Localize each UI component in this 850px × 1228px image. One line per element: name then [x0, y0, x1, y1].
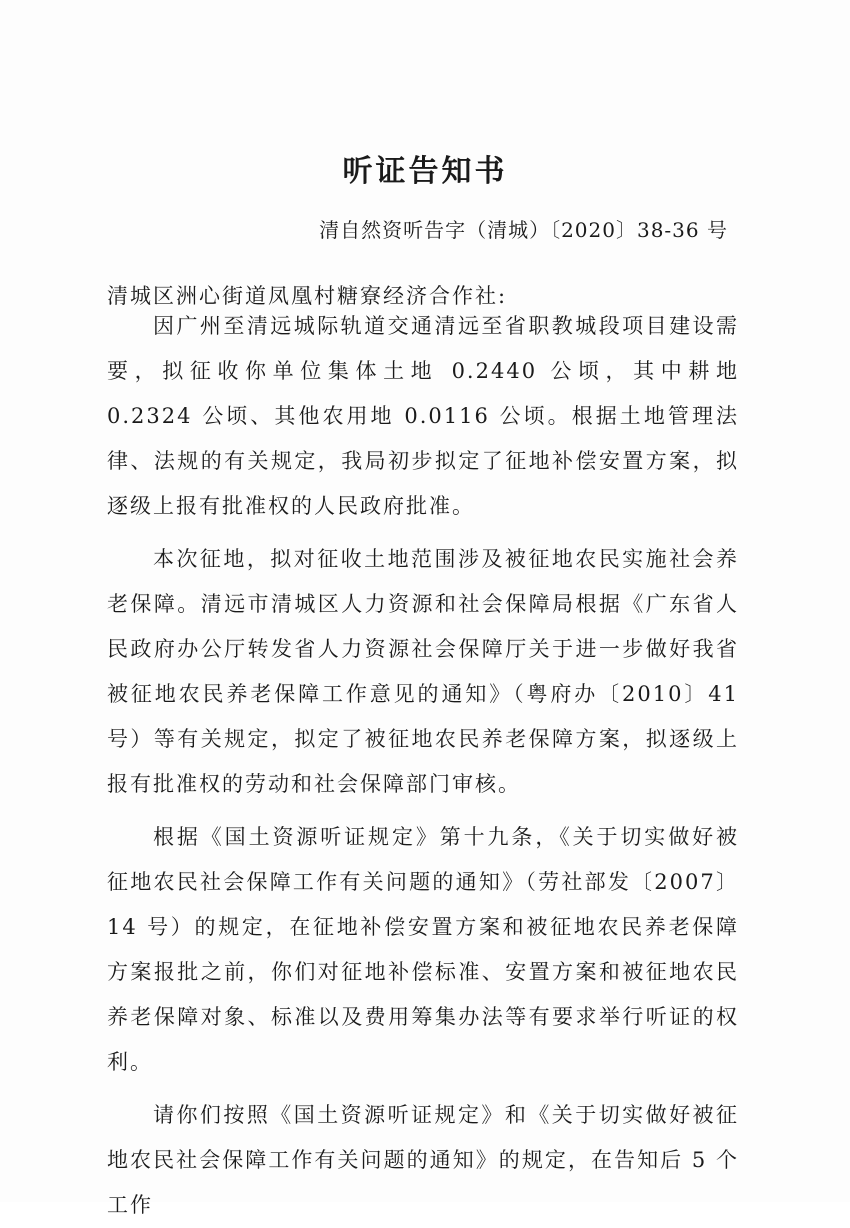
- addressee: 清城区洲心街道凤凰村糖寮经济合作社:: [107, 284, 508, 308]
- document-title: 听证告知书: [342, 154, 508, 189]
- paragraph-hearing-rights: 根据《国土资源听证规定》第十九条，《关于切实做好被征地农民社会保障工作有关问题的通知》（劳社部发〔2007〕14 号）的规定，在征地补偿安置方案和被征地农民养老保障方案报批之前，你们对征地补偿标准、安置方案和被征地农民养老保障对象、标准以及费用筹集办法等有要求举行听证的权利。: [107, 825, 739, 1074]
- paragraph-pension-security: 本次征地，拟对征收土地范围涉及被征地农民实施社会养老保障。清远市清城区人力资源和社会保障局根据《广东省人民政府办公厅转发省人力资源社会保障厅关于进一步做好我省被征地农民养老保障工作意见的通知》（粤府办〔2010〕41 号）等有关规定，拟定了被征地农民养老保障方案，拟逐级上报有批准权的劳动和社会保障部门审核。: [107, 547, 739, 796]
- document-body: [107, 304, 739, 1228]
- paragraph-expropriation-notice: 因广州至清远城际轨道交通清远至省职教城段项目建设需要，拟征收你单位集体土地 0.2440 公顷，其中耕地 0.2324 公顷、其他农用地 0.0116 公顷。根据土地管理法律、法规的有关规定，我局初步拟定了征地补偿安置方案，拟逐级上报有批准权的人民政府批准。: [107, 314, 739, 518]
- paragraph-hearing-request: 请你们按照《国土资源听证规定》和《关于切实做好被征地农民社会保障工作有关问题的通知》的规定，在告知后 5 个工作: [107, 1103, 739, 1217]
- document-number: 清自然资听告字（清城）〔2020〕38-36 号: [319, 218, 728, 242]
